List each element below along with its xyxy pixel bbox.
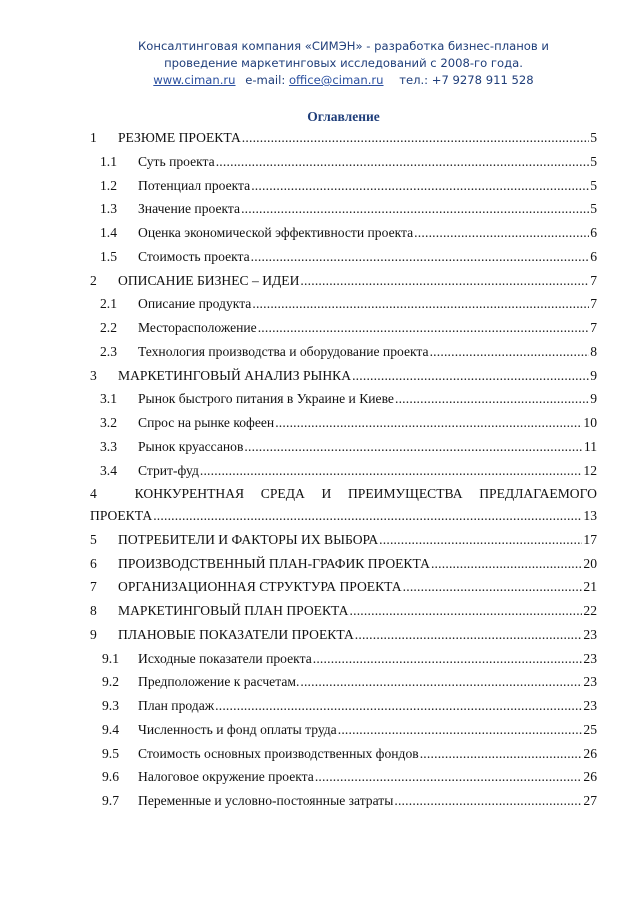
toc-dot-leader (315, 769, 583, 785)
toc-entry-number: 2.1 (100, 296, 117, 312)
toc-entry-page: 23 (583, 698, 597, 713)
toc-entry[interactable] (90, 225, 597, 245)
toc-entry[interactable] (90, 532, 597, 552)
toc-entry-title: МАРКЕТИНГОВЫЙ АНАЛИЗ РЫНКА (118, 367, 352, 383)
toc-entry[interactable] (90, 178, 597, 198)
toc-entry[interactable] (90, 486, 597, 526)
toc-entry-title: Спрос на рынке кофеен (138, 415, 275, 430)
toc-entry-title: Стоимость проекта (138, 248, 250, 264)
toc-dot-leader (379, 532, 582, 548)
toc-entry-page: 23 (583, 626, 597, 642)
toc-entry-number: 1.5 (100, 248, 117, 264)
toc-entry[interactable] (90, 769, 597, 789)
toc-entry-number: 2.2 (100, 320, 117, 335)
toc-entry-page: 13 (583, 508, 597, 524)
toc-entry-title: Месторасположение (138, 320, 257, 335)
toc-dot-leader (244, 439, 583, 455)
toc-entry-page: 5 (590, 201, 597, 217)
toc-entry-number: 6 (90, 555, 97, 571)
toc-entry-page: 6 (590, 248, 597, 264)
toc-entry-number: 9 (90, 626, 97, 642)
toc-entry-number: 9.1 (102, 650, 119, 666)
toc-entry-number: 8 (90, 603, 97, 618)
toc-entry[interactable] (90, 556, 597, 576)
toc-entry-title: ПОТРЕБИТЕЛИ И ФАКТОРЫ ИХ ВЫБОРА (118, 531, 379, 547)
toc-entry-page: 5 (590, 177, 597, 193)
toc-entry-title: Численность и фонд оплаты труда (138, 721, 337, 737)
toc-entry-title: ОРГАНИЗАЦИОННАЯ СТРУКТУРА ПРОЕКТА (118, 579, 402, 595)
toc-entry-page: 7 (590, 320, 597, 335)
toc-entry-title-word: КОНКУРЕНТНАЯ (134, 486, 245, 502)
toc-entry-page: 20 (583, 555, 597, 571)
toc-entry-number: 9.2 (102, 674, 119, 690)
toc-entry-page: 9 (590, 391, 597, 407)
toc-entry[interactable] (90, 296, 597, 316)
toc-dot-leader (300, 273, 589, 289)
toc-entry[interactable] (90, 368, 597, 388)
toc-dot-leader (430, 344, 590, 360)
toc-entry[interactable] (90, 698, 597, 718)
toc-entry[interactable] (90, 154, 597, 174)
toc-dot-leader (215, 698, 582, 714)
toc-entry-number: 1.3 (100, 201, 117, 217)
toc-entry-number: 9.6 (102, 769, 119, 785)
toc-dot-leader (420, 746, 583, 762)
toc-entry-title: МАРКЕТИНГОВЫЙ ПЛАН ПРОЕКТА (118, 603, 349, 618)
toc-entry-title: Исходные показатели проекта (138, 650, 312, 666)
toc-entry[interactable] (90, 201, 597, 221)
toc-entry-title: РЕЗЮМЕ ПРОЕКТА (118, 130, 241, 145)
toc-entry-page: 11 (583, 438, 597, 454)
toc-entry-title: Описание продукта (138, 296, 252, 312)
toc-dot-leader (252, 296, 589, 312)
toc-dot-leader (395, 391, 589, 407)
toc-entry-page: 27 (583, 793, 597, 808)
toc-entry-number: 9.7 (102, 793, 119, 808)
toc-entry-page: 5 (590, 153, 597, 169)
toc-entry-title: ПРОИЗВОДСТВЕННЫЙ ПЛАН-ГРАФИК ПРОЕКТА (118, 555, 430, 571)
toc-entry-number: 9.5 (102, 745, 119, 761)
toc-dot-leader (394, 793, 582, 809)
toc-entry-number: 1.2 (100, 177, 117, 193)
toc-dot-leader (200, 463, 583, 479)
toc-entry-number: 9.3 (102, 698, 119, 713)
header-line-1: Консалтинговая компания «СИМЭН» - разработка бизнес-планов и (138, 39, 549, 53)
toc-entry-number: 3.2 (100, 415, 117, 430)
toc-entry-page: 26 (583, 745, 597, 761)
toc-dot-leader (300, 674, 582, 690)
toc-dot-leader (153, 508, 582, 524)
toc-entry-title: Стоимость основных производственных фондов (138, 745, 419, 761)
toc-entry-title: Предположение к расчетам. (138, 674, 300, 690)
toc-entry-title-word: ПРЕИМУЩЕСТВА (347, 486, 463, 502)
toc-entry-page: 25 (583, 721, 597, 737)
company-header (90, 38, 597, 89)
toc-entry-number: 3.3 (100, 438, 117, 454)
toc-entry-number: 3.1 (100, 391, 117, 407)
toc-entry-number: 1.1 (100, 153, 117, 169)
website-link[interactable]: www.ciman.ru (153, 73, 236, 87)
toc-entry-page: 17 (583, 531, 597, 547)
toc-entry-page: 10 (583, 415, 597, 430)
toc-entry-title: Рынок круассанов (138, 438, 244, 454)
toc-entry-number: 3.4 (100, 462, 117, 478)
toc-dot-leader (258, 320, 590, 336)
toc-dot-leader (350, 603, 583, 619)
toc-entry[interactable] (90, 273, 597, 293)
toc-entry-page: 23 (583, 674, 597, 690)
toc-entry-number: 4 (90, 486, 97, 502)
toc-entry[interactable] (90, 722, 597, 742)
toc-entry-page: 5 (590, 130, 597, 145)
toc-entry-title-word: ПРЕДЛАГАЕМОГО (479, 486, 597, 502)
toc-entry[interactable] (90, 249, 597, 269)
toc-dot-leader (403, 579, 583, 595)
toc-entry[interactable] (90, 439, 597, 459)
toc-dot-leader (338, 722, 583, 738)
toc-entry[interactable] (90, 793, 597, 813)
toc-entry-title: Оценка экономической эффективности проекта (138, 225, 414, 240)
toc-entry-page: 9 (590, 367, 597, 383)
toc-title: Оглавление (307, 109, 380, 124)
toc-dot-leader (355, 627, 583, 643)
toc-entry-page: 7 (590, 272, 597, 288)
toc-entry-title-continued: ПРОЕКТА (90, 508, 153, 524)
toc-dot-leader (241, 201, 589, 217)
toc-entry-number: 3 (90, 367, 97, 383)
toc-dot-leader (414, 225, 589, 241)
toc-entry-title-word: СРЕДА (260, 486, 305, 502)
toc-entry-title: Суть проекта (138, 153, 215, 169)
toc-entry-title: Стрит-фуд (138, 462, 199, 478)
toc-entry[interactable] (90, 391, 597, 411)
toc-entry-number: 9.4 (102, 721, 119, 737)
toc-dot-leader (313, 651, 583, 667)
toc-entry-title: План продаж (138, 698, 215, 713)
toc-dot-leader (251, 249, 590, 265)
toc-entry-title: Технология производства и оборудование проекта (138, 343, 429, 359)
toc-entry-page: 6 (590, 225, 597, 240)
toc-entry[interactable] (90, 627, 597, 647)
toc-entry[interactable] (90, 674, 597, 694)
phone-text: тел.: +7 9278 911 528 (399, 73, 534, 87)
toc-entry-number: 2.3 (100, 343, 117, 359)
toc-entry-page: 22 (583, 603, 597, 618)
toc-entry[interactable] (90, 603, 597, 623)
toc-entry-number: 2 (90, 272, 97, 288)
toc-entry-number: 1.4 (100, 225, 117, 240)
header-line-2: проведение маркетинговых исследований с 2008-го года. (164, 56, 523, 70)
toc-entry-title: Рынок быстрого питания в Украине и Киеве (138, 391, 394, 407)
toc-entry[interactable] (90, 344, 597, 364)
toc-entry[interactable] (90, 746, 597, 766)
toc-entry[interactable] (90, 130, 597, 150)
toc-entry-page: 8 (590, 343, 597, 359)
toc-entry[interactable] (90, 463, 597, 483)
toc-entry-number: 5 (90, 531, 97, 547)
toc-entry-title: Переменные и условно-постоянные затраты (138, 793, 394, 808)
toc-entry-page: 23 (583, 650, 597, 666)
toc-dot-leader (216, 154, 590, 170)
toc-entry[interactable] (90, 320, 597, 340)
toc-entry-title-word: И (321, 486, 332, 502)
email-label: e-mail: (245, 73, 286, 87)
toc-dot-leader (352, 368, 589, 384)
toc-entry-title: ОПИСАНИЕ БИЗНЕС – ИДЕИ (118, 272, 300, 288)
toc-entry[interactable] (90, 415, 597, 435)
toc-entry-page: 26 (583, 769, 597, 785)
toc-dot-leader (242, 130, 589, 146)
toc-entry-title: Налоговое окружение проекта (138, 769, 314, 785)
toc-entry-page: 12 (583, 462, 597, 478)
toc-entry-page: 21 (583, 579, 597, 595)
toc-entry-title: ПЛАНОВЫЕ ПОКАЗАТЕЛИ ПРОЕКТА (118, 626, 354, 642)
toc-entry-title: Значение проекта (138, 201, 241, 217)
toc-entry[interactable] (90, 579, 597, 599)
header-contacts (90, 72, 597, 89)
email-link[interactable]: office@ciman.ru (288, 73, 384, 87)
toc-dot-leader (275, 415, 582, 431)
toc-entry[interactable] (90, 651, 597, 671)
toc-entry-number: 1 (90, 130, 97, 145)
toc-entry-title: Потенциал проекта (138, 177, 251, 193)
toc-entry-page: 7 (590, 296, 597, 312)
toc-entry-number: 7 (90, 579, 97, 595)
toc-dot-leader (431, 556, 582, 572)
toc-dot-leader (251, 178, 589, 194)
